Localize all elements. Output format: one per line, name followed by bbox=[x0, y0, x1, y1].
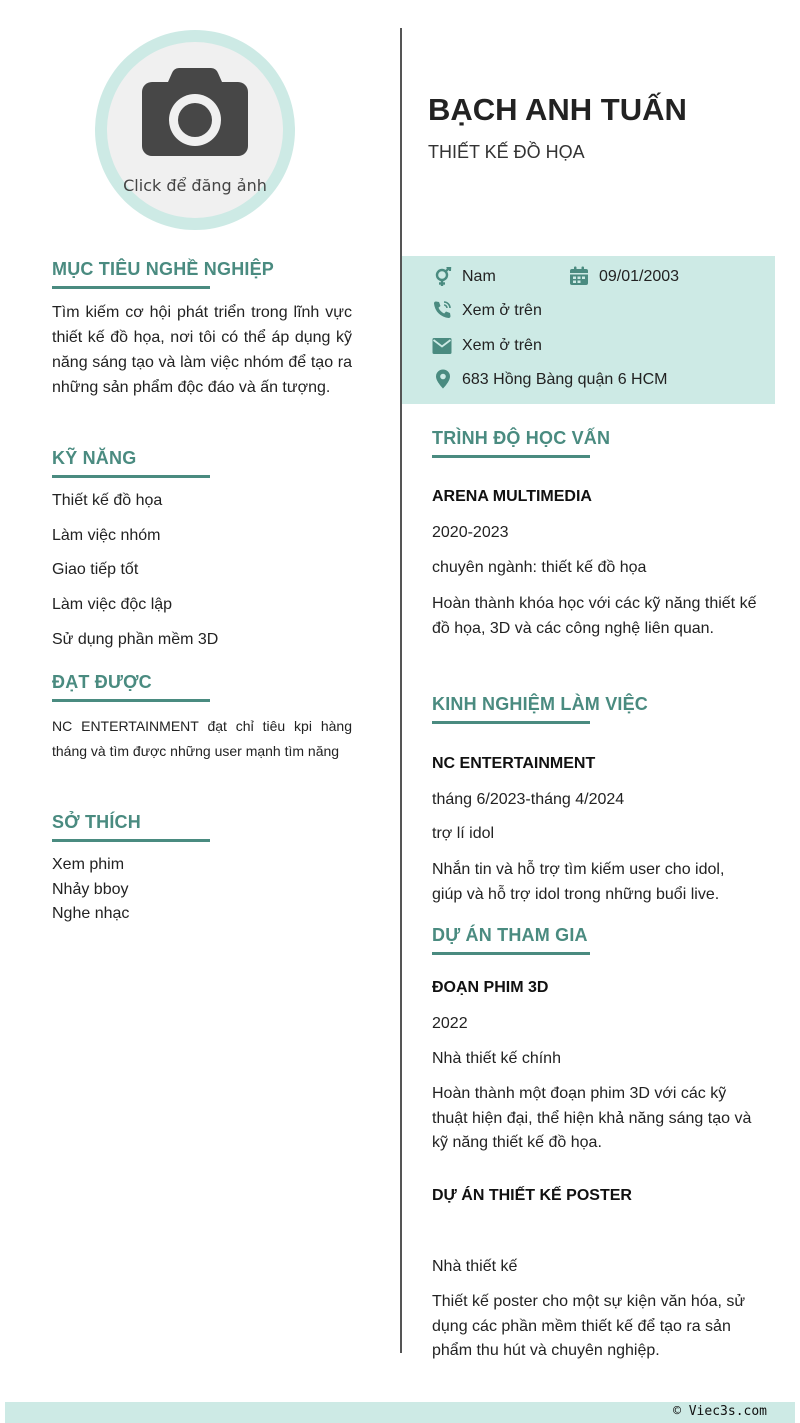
experience-company: NC ENTERTAINMENT bbox=[432, 755, 596, 772]
avatar-placeholder bbox=[107, 42, 283, 218]
project-year: 2022 bbox=[432, 1015, 468, 1032]
education-years: 2020-2023 bbox=[432, 524, 509, 541]
achievements-title: ĐẠT ĐƯỢC bbox=[52, 672, 210, 702]
skill-item: Giao tiếp tốt bbox=[52, 561, 139, 578]
location-icon bbox=[433, 369, 453, 389]
hobby-item: Nghe nhạc bbox=[52, 905, 130, 922]
column-divider bbox=[400, 28, 402, 1353]
footer-bar bbox=[5, 1402, 795, 1423]
birthdate-value: 09/01/2003 bbox=[599, 268, 680, 285]
project-role: Nhà thiết kế bbox=[432, 1258, 518, 1275]
phone-icon bbox=[432, 300, 452, 320]
hobby-item: Xem phim bbox=[52, 856, 125, 873]
candidate-job-title: THIẾT KẾ ĐỒ HỌA bbox=[428, 142, 585, 162]
camera-icon bbox=[141, 66, 249, 162]
education-description: Hoàn thành khóa học với các kỹ năng thiết kế đồ họa, 3D và các công nghệ liên quan. bbox=[432, 595, 757, 637]
experience-role: trợ lí idol bbox=[432, 825, 495, 842]
project-name: ĐOẠN PHIM 3D bbox=[432, 979, 549, 996]
objective-text: Tìm kiếm cơ hội phát triển trong lĩnh vực thiết kế đồ họa, nơi tôi có thể áp dụng kỹ năng sáng tạo và làm việc nhóm để tạo ra những sản phẩm độc đáo và ấn tượng. bbox=[52, 304, 352, 396]
hobbies-title: SỞ THÍCH bbox=[52, 812, 210, 842]
education-title: TRÌNH ĐỘ HỌC VẤN bbox=[432, 428, 590, 458]
skill-item: Thiết kế đồ họa bbox=[52, 492, 163, 509]
skill-item: Làm việc độc lập bbox=[52, 596, 173, 613]
education-school: ARENA MULTIMEDIA bbox=[432, 488, 592, 505]
project-description: Hoàn thành một đoạn phim 3D với các kỹ thuật hiện đại, thể hiện khả năng sáng tạo và kỹ năng thiết kế đồ họa. bbox=[432, 1085, 752, 1151]
objective-title: MỤC TIÊU NGHỀ NGHIỆP bbox=[52, 259, 210, 289]
education-major: chuyên ngành: thiết kế đồ họa bbox=[432, 559, 647, 576]
experience-period: tháng 6/2023-tháng 4/2024 bbox=[432, 791, 625, 808]
calendar-icon bbox=[569, 266, 589, 286]
skills-title: KỸ NĂNG bbox=[52, 448, 210, 478]
project-description: Thiết kế poster cho một sự kiện văn hóa, sử dụng các phần mềm thiết kế để tạo ra sản phẩm thu hút và chuyên nghiệp. bbox=[432, 1293, 746, 1359]
footer-credit: © Viec3s.com bbox=[673, 1404, 767, 1419]
gender-icon bbox=[432, 267, 452, 287]
experience-title: KINH NGHIỆM LÀM VIỆC bbox=[432, 694, 590, 724]
email-value: Xem ở trên bbox=[462, 337, 542, 354]
project-name: DỰ ÁN THIẾT KẾ POSTER bbox=[432, 1187, 632, 1204]
skill-item: Sử dụng phần mềm 3D bbox=[52, 631, 219, 648]
hobby-item: Nhảy bboy bbox=[52, 881, 129, 898]
address-value: 683 Hồng Bàng quận 6 HCM bbox=[462, 371, 668, 388]
candidate-name: BẠCH ANH TUẤN bbox=[428, 92, 687, 127]
projects-title: DỰ ÁN THAM GIA bbox=[432, 925, 590, 955]
avatar-upload[interactable] bbox=[95, 30, 295, 230]
email-icon bbox=[432, 336, 452, 356]
project-role: Nhà thiết kế chính bbox=[432, 1050, 561, 1067]
achievements-text: NC ENTERTAINMENT đạt chỉ tiêu kpi hàng tháng và tìm được những user mạnh tìm năng bbox=[52, 718, 352, 759]
experience-description: Nhắn tin và hỗ trợ tìm kiếm user cho idol, giúp và hỗ trợ idol trong những buổi live. bbox=[432, 861, 725, 903]
skill-item: Làm việc nhóm bbox=[52, 527, 161, 544]
avatar-caption: Click để đăng ảnh bbox=[123, 176, 267, 195]
phone-value: Xem ở trên bbox=[462, 302, 542, 319]
gender-value: Nam bbox=[462, 268, 496, 285]
